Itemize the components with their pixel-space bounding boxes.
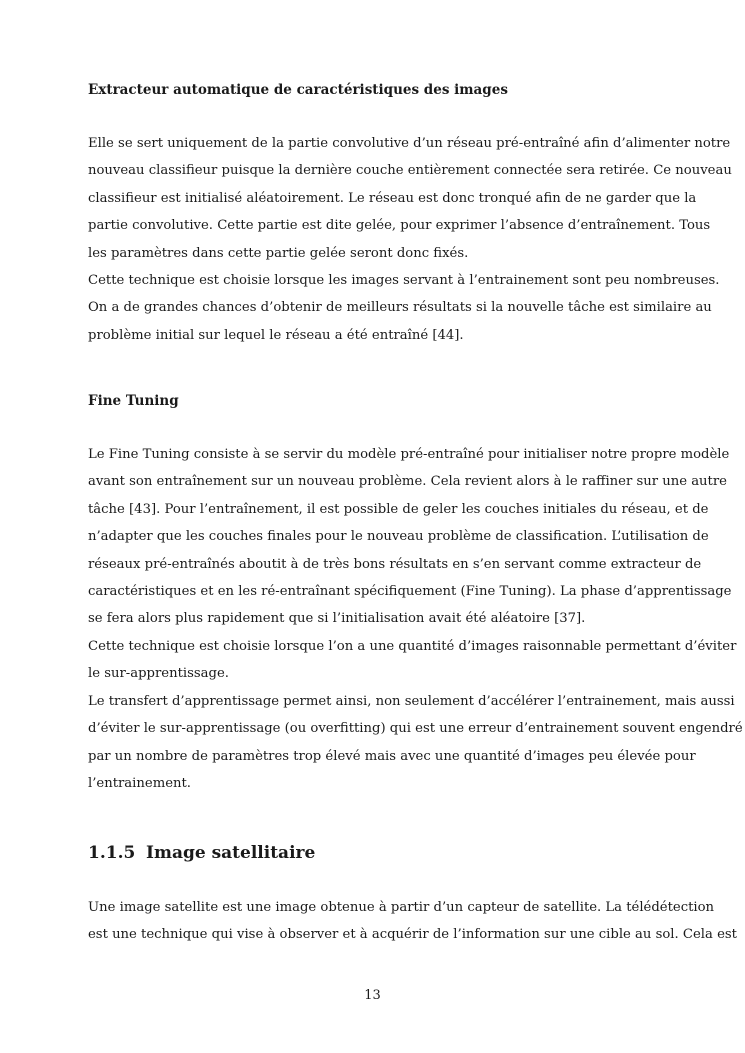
text-line: les paramètres dans cette partie gelée seront donc fixés. <box>88 245 469 261</box>
text-line: Une image satellite est une image obtenue à partir d’un capteur de satellite. La télédétection <box>88 900 715 915</box>
section-heading-satellite <box>88 842 691 864</box>
text-line: classifieur est initialisé aléatoirement. Le réseau est donc tronqué afin de ne garder que la <box>88 190 697 206</box>
paragraph-fine-tuning-1 <box>88 441 732 633</box>
text-line: Cette technique est choisie lorsque l’on a une quantité d’images raisonnable permettant d’éviter <box>88 639 737 654</box>
text-line: avant son entraînement sur un nouveau problème. Cela revient alors à le raffiner sur une autre <box>88 474 727 490</box>
text-line: Elle se sert uniquement de la partie convolutive d’un réseau pré-entraîné afin d’alimenter notre <box>88 136 731 151</box>
text-line: On a de grandes chances d’obtenir de meilleurs résultats si la nouvelle tâche est similaire au <box>88 300 712 316</box>
text-line: l’entrainement. <box>88 776 191 792</box>
paragraph-fine-tuning-2 <box>88 633 737 688</box>
text-line: caractéristiques et en les ré-entraînant spécifiquement (Fine Tuning). La phase d’apprentissage <box>88 584 732 600</box>
text-line: nouveau classifieur puisque la dernière couche entièrement connectée sera retirée. Ce nouveau <box>88 163 732 179</box>
text-line: Le transfert d’apprentissage permet ainsi, non seulement d’accélérer l’entrainement, mais aussi <box>88 694 735 709</box>
paragraph-fine-tuning-3 <box>88 688 743 798</box>
text-line: Cette technique est choisie lorsque les images servant à l’entrainement sont peu nombreuses. <box>88 273 720 288</box>
paragraph-extracteur-1 <box>88 130 732 267</box>
text-line: d’éviter le sur-apprentissage (ou overfitting) qui est une erreur d’entrainement souvent engendré <box>88 721 743 737</box>
text-line: Le Fine Tuning consiste à se servir du modèle pré-entraîné pour initialiser notre propre modèle <box>88 447 730 462</box>
text-line: est une technique qui vise à observer et à acquérir de l’information sur une cible au sol. Cela est <box>88 927 737 943</box>
paragraph-extracteur-2 <box>88 267 720 349</box>
heading-extracteur: Extracteur automatique de caractéristiques des images <box>88 82 508 98</box>
text-line: partie convolutive. Cette partie est dite gelée, pour exprimer l’absence d’entraînement. Tous <box>88 218 711 234</box>
text-line: problème initial sur lequel le réseau a été entraîné [44]. <box>88 327 464 343</box>
text-line: réseaux pré-entraînés aboutit à de très bons résultats en s’en servant comme extracteur de <box>88 556 702 572</box>
heading-fine-tuning: Fine Tuning <box>88 393 179 409</box>
paragraph-satellite-1 <box>88 894 737 949</box>
text-line: n’adapter que les couches finales pour le nouveau problème de classification. L’utilisation de <box>88 529 709 545</box>
page-number: 13 <box>364 988 381 1003</box>
text-line: se fera alors plus rapidement que si l’initialisation avait été aléatoire [37]. <box>88 611 586 627</box>
text-line: par un nombre de paramètres trop élevé mais avec une quantité d’images peu élevée pour <box>88 748 696 764</box>
text-line: le sur-apprentissage. <box>88 666 229 682</box>
section-title: Image satellitaire <box>146 843 316 863</box>
text-line: tâche [43]. Pour l’entraînement, il est possible de geler les couches initiales du réseau, et de <box>88 501 709 517</box>
section-number: 1.1.5 <box>88 843 136 863</box>
